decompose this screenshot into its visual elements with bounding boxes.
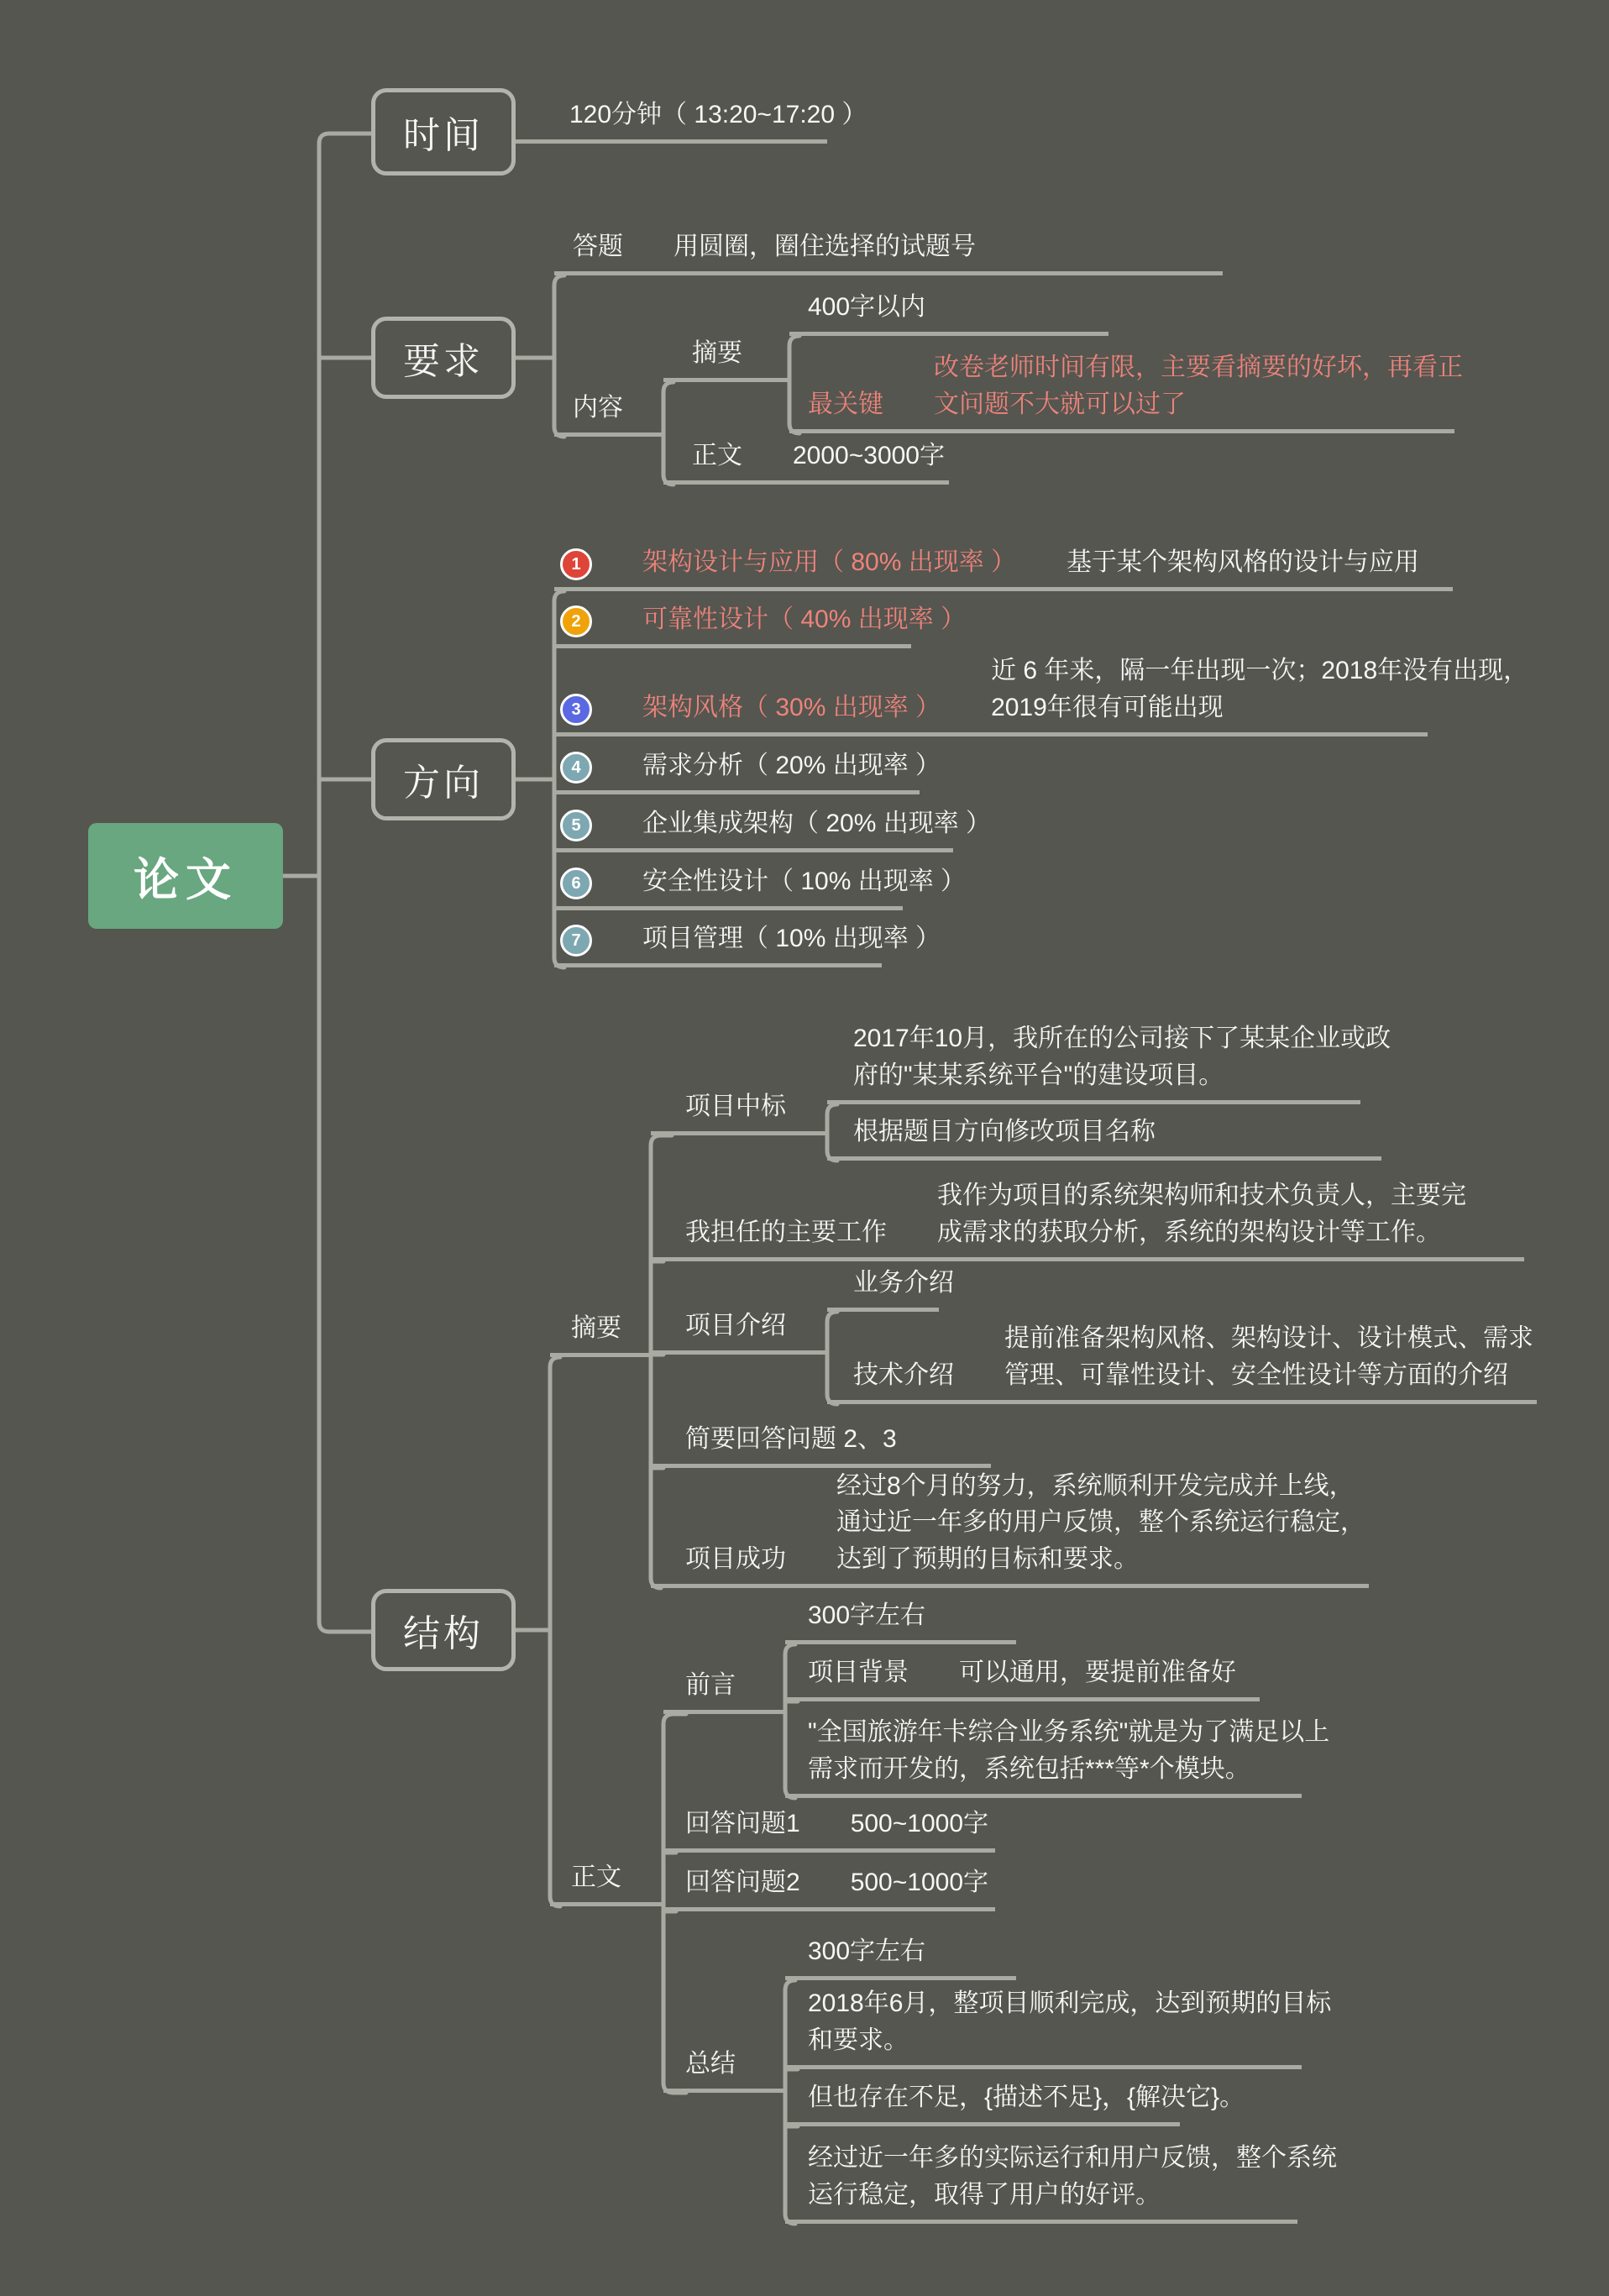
branch-time[interactable]: 时间 <box>371 88 516 176</box>
number-5-badge: 5 <box>560 810 592 841</box>
number-7-badge: 7 <box>560 925 592 957</box>
number-3-badge: 3 <box>560 694 592 726</box>
topic-direction-4[interactable] <box>554 747 941 795</box>
topic-summary[interactable] <box>663 2046 785 2094</box>
topic-exam-duration[interactable] <box>516 97 867 144</box>
answer-q1-note[interactable]: 500~1000字 <box>850 1809 988 1837</box>
branch-requirements[interactable]: 要求 <box>371 317 516 399</box>
topic-struct-abstract[interactable] <box>550 1310 651 1358</box>
topic-summary-note2[interactable] <box>785 2079 1245 2127</box>
topic-content[interactable] <box>554 390 663 438</box>
topic-answer-q1[interactable] <box>663 1806 995 1853</box>
business-intro-label[interactable]: 业务介绍 <box>853 1268 954 1297</box>
topic-struct-body[interactable] <box>550 1859 663 1907</box>
topic-business-intro[interactable] <box>827 1265 954 1313</box>
preface-example-text[interactable]: "全国旅游年卡综合业务系统"就是为了满足以上 需求而开发的，系统包括***等*个模块。 <box>808 1718 1330 1783</box>
direction-2-label[interactable]: 可靠性设计（ 40% 出现率 ） <box>642 605 967 633</box>
topic-summary-length[interactable] <box>785 1933 1016 1981</box>
my-work-label[interactable]: 我担任的主要工作 <box>685 1218 887 1246</box>
topic-direction-3[interactable] <box>554 653 1529 737</box>
topic-req-body[interactable] <box>663 438 949 485</box>
topic-preface-example[interactable] <box>785 1714 1330 1798</box>
project-win-note-text[interactable]: 2017年10月，我所在的公司接下了某某企业或政 府的"某某系统平台"的建设项目。 <box>853 1025 1391 1089</box>
project-win-label[interactable]: 项目中标 <box>685 1092 786 1120</box>
direction-5-label[interactable]: 企业集成架构（ 20% 出现率 ） <box>642 809 992 837</box>
direction-7-label[interactable]: 项目管理（ 10% 出现率 ） <box>642 924 941 952</box>
branch-structure[interactable]: 结构 <box>371 1589 516 1671</box>
topic-project-success[interactable] <box>651 1468 1369 1589</box>
topic-most-critical[interactable] <box>789 349 1463 433</box>
topic-project-intro[interactable] <box>651 1308 827 1355</box>
topic-direction-7[interactable] <box>554 920 941 968</box>
number-4-badge: 4 <box>560 752 592 784</box>
project-success-note[interactable]: 经过8个月的努力，系统顺利开发完成并上线， 通过近一年多的用户反馈，整个系统运行稳定， 达到了预期的目标和要求。 <box>836 1471 1365 1573</box>
summary-note1-text[interactable]: 2018年6月，整项目顺利完成，达到预期的目标 和要求。 <box>808 1989 1332 2054</box>
topic-abstract-limit[interactable] <box>789 289 1108 337</box>
topic-my-work[interactable] <box>651 1177 1524 1261</box>
answering-note[interactable]: 用圆圈，圈住选择的试题号 <box>673 232 976 260</box>
most-critical-label[interactable]: 最关键 <box>808 390 883 418</box>
tech-intro-note[interactable]: 提前准备架构风格、架构设计、设计模式、需求 管理、可靠性设计、安全性设计等方面的介绍 <box>1004 1324 1533 1389</box>
answer-q1-label[interactable]: 回答问题1 <box>685 1809 800 1837</box>
summary-note3-text[interactable]: 经过近一年多的实际运行和用户反馈，整个系统 运行稳定，取得了用户的好评。 <box>808 2144 1337 2209</box>
branch-directions[interactable]: 方向 <box>371 738 516 820</box>
topic-direction-1[interactable] <box>554 544 1453 592</box>
topic-summary-note3[interactable] <box>785 2140 1337 2224</box>
project-background-note[interactable]: 可以通用，要提前准备好 <box>959 1658 1236 1686</box>
topic-answering[interactable] <box>554 228 1223 276</box>
summary-note2-text[interactable]: 但也存在不足，{描述不足}，{解决它}。 <box>808 2083 1245 2111</box>
project-success-label[interactable]: 项目成功 <box>685 1544 786 1573</box>
topic-preface[interactable] <box>663 1667 785 1715</box>
topic-direction-2[interactable] <box>554 601 967 649</box>
preface-label[interactable]: 前言 <box>685 1670 736 1699</box>
tech-intro-label[interactable]: 技术介绍 <box>853 1360 954 1389</box>
summary-label[interactable]: 总结 <box>685 2049 736 2078</box>
topic-answer-q2[interactable] <box>663 1864 995 1912</box>
rename-project-text[interactable]: 根据题目方向修改项目名称 <box>853 1117 1156 1145</box>
summary-length-text[interactable]: 300字左右 <box>808 1937 926 1965</box>
abstract-limit-text[interactable]: 400字以内 <box>808 292 926 321</box>
struct-abstract-label[interactable]: 摘要 <box>571 1313 621 1342</box>
direction-1-label[interactable]: 架构设计与应用（ 80% 出现率 ） <box>642 548 1017 576</box>
answer-q2-note[interactable]: 500~1000字 <box>850 1868 988 1896</box>
content-label[interactable]: 内容 <box>573 393 623 422</box>
root-topic-paper[interactable]: 论文 <box>88 823 283 929</box>
struct-body-label[interactable]: 正文 <box>571 1863 621 1891</box>
req-body-label[interactable]: 正文 <box>692 441 742 469</box>
topic-project-win-note[interactable] <box>827 1020 1391 1104</box>
answer-q2-label[interactable]: 回答问题2 <box>685 1868 800 1896</box>
number-6-badge: 6 <box>560 868 592 899</box>
direction-6-label[interactable]: 安全性设计（ 10% 出现率 ） <box>642 867 967 895</box>
direction-1-note[interactable]: 基于某个架构风格的设计与应用 <box>1067 548 1420 576</box>
req-body-limit[interactable]: 2000~3000字 <box>793 441 945 469</box>
direction-3-note[interactable]: 近 6 年来，隔一年出现一次；2018年没有出现， 2019年很有可能出现 <box>991 657 1529 721</box>
my-work-note[interactable]: 我作为项目的系统架构师和技术负责人，主要完 成需求的获取分析，系统的架构设计等工作。 <box>937 1182 1466 1246</box>
topic-brief-answers[interactable] <box>651 1421 991 1469</box>
number-1-badge: 1 <box>560 548 592 580</box>
req-abstract-label[interactable]: 摘要 <box>692 338 742 367</box>
project-background-label[interactable]: 项目背景 <box>808 1658 909 1686</box>
topic-direction-5[interactable] <box>554 805 992 853</box>
preface-length-text[interactable]: 300字左右 <box>808 1601 926 1629</box>
exam-duration-text[interactable]: 120分钟（ 13:20~17:20 ） <box>569 100 867 128</box>
answering-label[interactable]: 答题 <box>573 232 623 260</box>
direction-4-label[interactable]: 需求分析（ 20% 出现率 ） <box>642 751 941 779</box>
project-intro-label[interactable]: 项目介绍 <box>685 1311 786 1339</box>
brief-answers-text[interactable]: 简要回答问题 2、3 <box>685 1424 897 1453</box>
topic-tech-intro[interactable] <box>827 1320 1537 1404</box>
topic-summary-note1[interactable] <box>785 1985 1332 2069</box>
topic-direction-6[interactable] <box>554 863 967 911</box>
most-critical-note[interactable]: 改卷老师时间有限，主要看摘要的好坏，再看正 文问题不大就可以过了 <box>934 354 1463 418</box>
topic-rename-project[interactable] <box>827 1114 1381 1161</box>
topic-project-win[interactable] <box>651 1088 827 1136</box>
topic-preface-length[interactable] <box>785 1597 1016 1645</box>
topic-project-background[interactable] <box>785 1654 1260 1702</box>
direction-3-label[interactable]: 架构风格（ 30% 出现率 ） <box>642 693 941 721</box>
topic-req-abstract[interactable] <box>663 335 789 383</box>
number-2-badge: 2 <box>560 605 592 637</box>
